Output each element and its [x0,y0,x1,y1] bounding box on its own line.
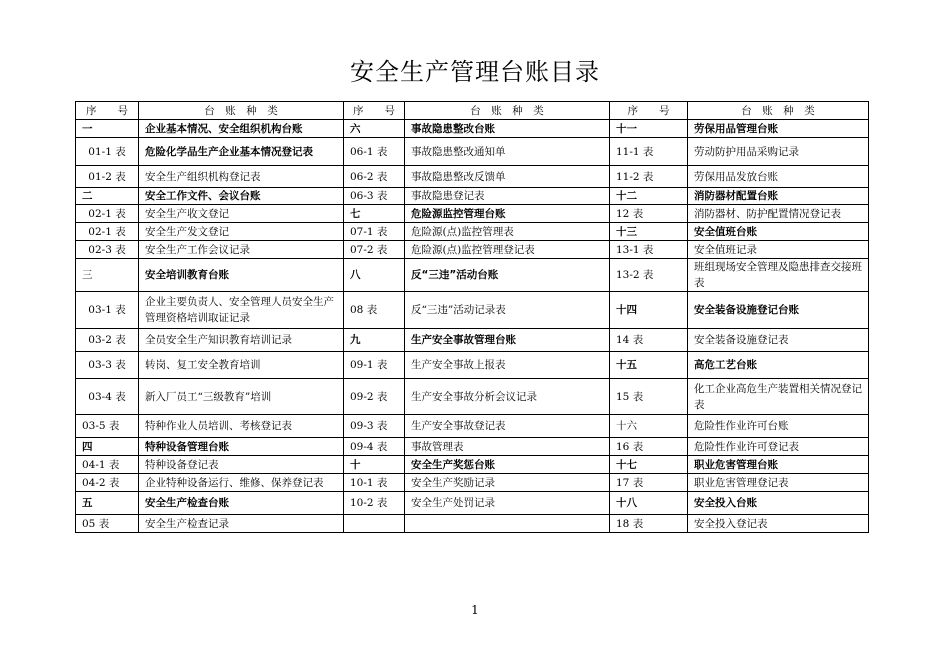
table-row [76,205,869,223]
cell-type-2: 生产安全事故登记表 [405,415,610,438]
table-row [76,241,869,259]
cell-type-2: 危险源(点)监控管理表 [405,223,610,241]
table-row [76,292,869,329]
cell-seq-1: 二 [76,188,139,205]
cell-type-2: 危险源监控管理台账 [405,205,610,223]
header-seq-2: 序 号 [344,102,405,120]
header-type-3: 台 账 种 类 [688,102,869,120]
header-seq-1: 序 号 [76,102,139,120]
cell-seq-2: 08 表 [344,292,405,329]
cell-seq-1: 03-3 表 [76,352,139,379]
cell-seq-1: 四 [76,438,139,456]
cell-seq-1: 五 [76,492,139,515]
cell-seq-3: 15 表 [610,379,688,415]
cell-type-2: 安全生产奖励记录 [405,474,610,492]
table-row [76,223,869,241]
cell-seq-3: 十五 [610,352,688,379]
cell-type-3: 高危工艺台账 [688,352,869,379]
table-row [76,259,869,292]
cell-seq-3: 十七 [610,456,688,474]
cell-type-3: 安全装备设施登记台账 [688,292,869,329]
cell-type-2: 生产安全事故管理台账 [405,329,610,352]
cell-seq-1: 01-1 表 [76,138,139,166]
cell-type-1: 企业基本情况、安全组织机构台账 [139,120,344,138]
cell-type-2: 安全生产处罚记录 [405,492,610,515]
cell-type-2: 危险源(点)监控管理登记表 [405,241,610,259]
cell-seq-3: 11-2 表 [610,166,688,188]
cell-type-3: 安全值班台账 [688,223,869,241]
cell-seq-2: 10-2 表 [344,492,405,515]
cell-type-3: 劳保用品发放台账 [688,166,869,188]
cell-seq-3: 十二 [610,188,688,205]
cell-type-2: 事故隐患登记表 [405,188,610,205]
cell-seq-3: 13-1 表 [610,241,688,259]
cell-type-1: 新入厂员工“三级教育”培训 [139,379,344,415]
cell-type-3: 化工企业高危生产装置相关情况登记表 [688,379,869,415]
cell-type-1: 危险化学品生产企业基本情况登记表 [139,138,344,166]
cell-type-1: 安全培训教育台账 [139,259,344,292]
cell-type-3: 危险性作业许可台账 [688,415,869,438]
cell-seq-2: 09-4 表 [344,438,405,456]
cell-type-2 [405,515,610,533]
cell-type-1: 企业主要负责人、安全管理人员安全生产管理资格培训取证记录 [139,292,344,329]
table-row [76,438,869,456]
cell-seq-1: 01-2 表 [76,166,139,188]
cell-type-3: 消防器材、防护配置情况登记表 [688,205,869,223]
cell-seq-1: 02-1 表 [76,205,139,223]
cell-seq-2: 10-1 表 [344,474,405,492]
cell-seq-1: 三 [76,259,139,292]
cell-type-3: 班组现场安全管理及隐患排查交接班表 [688,259,869,292]
cell-seq-2: 06-1 表 [344,138,405,166]
cell-seq-3: 十六 [610,415,688,438]
cell-type-1: 全员安全生产知识教育培训记录 [139,329,344,352]
header-seq-3: 序 号 [610,102,688,120]
cell-seq-2: 09-3 表 [344,415,405,438]
table-row [76,138,869,166]
header-type-2: 台 账 种 类 [405,102,610,120]
cell-type-3: 安全值班记录 [688,241,869,259]
cell-seq-3: 十八 [610,492,688,515]
cell-seq-2: 07-2 表 [344,241,405,259]
cell-seq-1: 05 表 [76,515,139,533]
cell-seq-3: 18 表 [610,515,688,533]
cell-type-3: 消防器材配置台账 [688,188,869,205]
cell-type-1: 安全生产检查台账 [139,492,344,515]
table-row [76,120,869,138]
cell-seq-1: 02-3 表 [76,241,139,259]
cell-seq-3: 十四 [610,292,688,329]
cell-type-3: 安全装备设施登记表 [688,329,869,352]
cell-type-1: 特种作业人员培训、考核登记表 [139,415,344,438]
cell-type-1: 特种设备管理台账 [139,438,344,456]
table-row [76,515,869,533]
cell-type-1: 安全生产组织机构登记表 [139,166,344,188]
cell-seq-2: 07-1 表 [344,223,405,241]
cell-type-1: 安全生产收文登记 [139,205,344,223]
cell-seq-2: 九 [344,329,405,352]
cell-seq-3: 十三 [610,223,688,241]
cell-type-1: 安全生产发文登记 [139,223,344,241]
table-row [76,329,869,352]
cell-type-2: 事故管理表 [405,438,610,456]
table-row [76,352,869,379]
table-row [76,492,869,515]
cell-type-3: 职业危害管理登记表 [688,474,869,492]
cell-seq-2: 06-2 表 [344,166,405,188]
cell-seq-1: 02-1 表 [76,223,139,241]
cell-type-1: 安全生产工作会议记录 [139,241,344,259]
cell-type-3: 安全投入台账 [688,492,869,515]
cell-seq-2 [344,515,405,533]
cell-type-2: 事故隐患整改台账 [405,120,610,138]
cell-type-2: 事故隐患整改通知单 [405,138,610,166]
cell-seq-3: 13-2 表 [610,259,688,292]
cell-seq-3: 14 表 [610,329,688,352]
table-row [76,415,869,438]
cell-seq-1: 03-4 表 [76,379,139,415]
cell-type-3: 劳动防护用品采购记录 [688,138,869,166]
cell-type-1: 转岗、复工安全教育培训 [139,352,344,379]
cell-seq-1: 04-1 表 [76,456,139,474]
cell-seq-2: 八 [344,259,405,292]
cell-type-1: 特种设备登记表 [139,456,344,474]
table-header-row [76,102,869,120]
cell-type-1: 安全生产检查记录 [139,515,344,533]
cell-seq-2: 06-3 表 [344,188,405,205]
cell-seq-3: 16 表 [610,438,688,456]
table-row [76,456,869,474]
ledger-index-table [75,101,869,533]
cell-seq-3: 12 表 [610,205,688,223]
table-row [76,188,869,205]
cell-type-3: 职业危害管理台账 [688,456,869,474]
cell-seq-2: 六 [344,120,405,138]
page-number: 1 [471,603,479,617]
cell-type-2: 生产安全事故分析会议记录 [405,379,610,415]
cell-type-2: 生产安全事故上报表 [405,352,610,379]
cell-seq-2: 09-1 表 [344,352,405,379]
cell-seq-1: 03-5 表 [76,415,139,438]
cell-seq-1: 04-2 表 [76,474,139,492]
cell-seq-1: 一 [76,120,139,138]
cell-seq-2: 十 [344,456,405,474]
cell-type-3: 危险性作业许可登记表 [688,438,869,456]
cell-type-3: 劳保用品管理台账 [688,120,869,138]
cell-type-2: 反“三违”活动台账 [405,259,610,292]
cell-seq-3: 17 表 [610,474,688,492]
cell-seq-2: 七 [344,205,405,223]
cell-type-2: 安全生产奖惩台账 [405,456,610,474]
table-row [76,474,869,492]
table-row [76,379,869,415]
cell-type-2: 事故隐患整改反馈单 [405,166,610,188]
cell-type-3: 安全投入登记表 [688,515,869,533]
cell-seq-3: 11-1 表 [610,138,688,166]
cell-seq-1: 03-2 表 [76,329,139,352]
table-row [76,166,869,188]
cell-seq-3: 十一 [610,120,688,138]
page-title: 安全生产管理台账目录 [350,58,600,86]
cell-type-1: 安全工作文件、会议台账 [139,188,344,205]
cell-type-2: 反“三违”活动记录表 [405,292,610,329]
cell-seq-2: 09-2 表 [344,379,405,415]
header-type-1: 台 账 种 类 [139,102,344,120]
cell-type-1: 企业特种设备运行、维修、保养登记表 [139,474,344,492]
cell-seq-1: 03-1 表 [76,292,139,329]
